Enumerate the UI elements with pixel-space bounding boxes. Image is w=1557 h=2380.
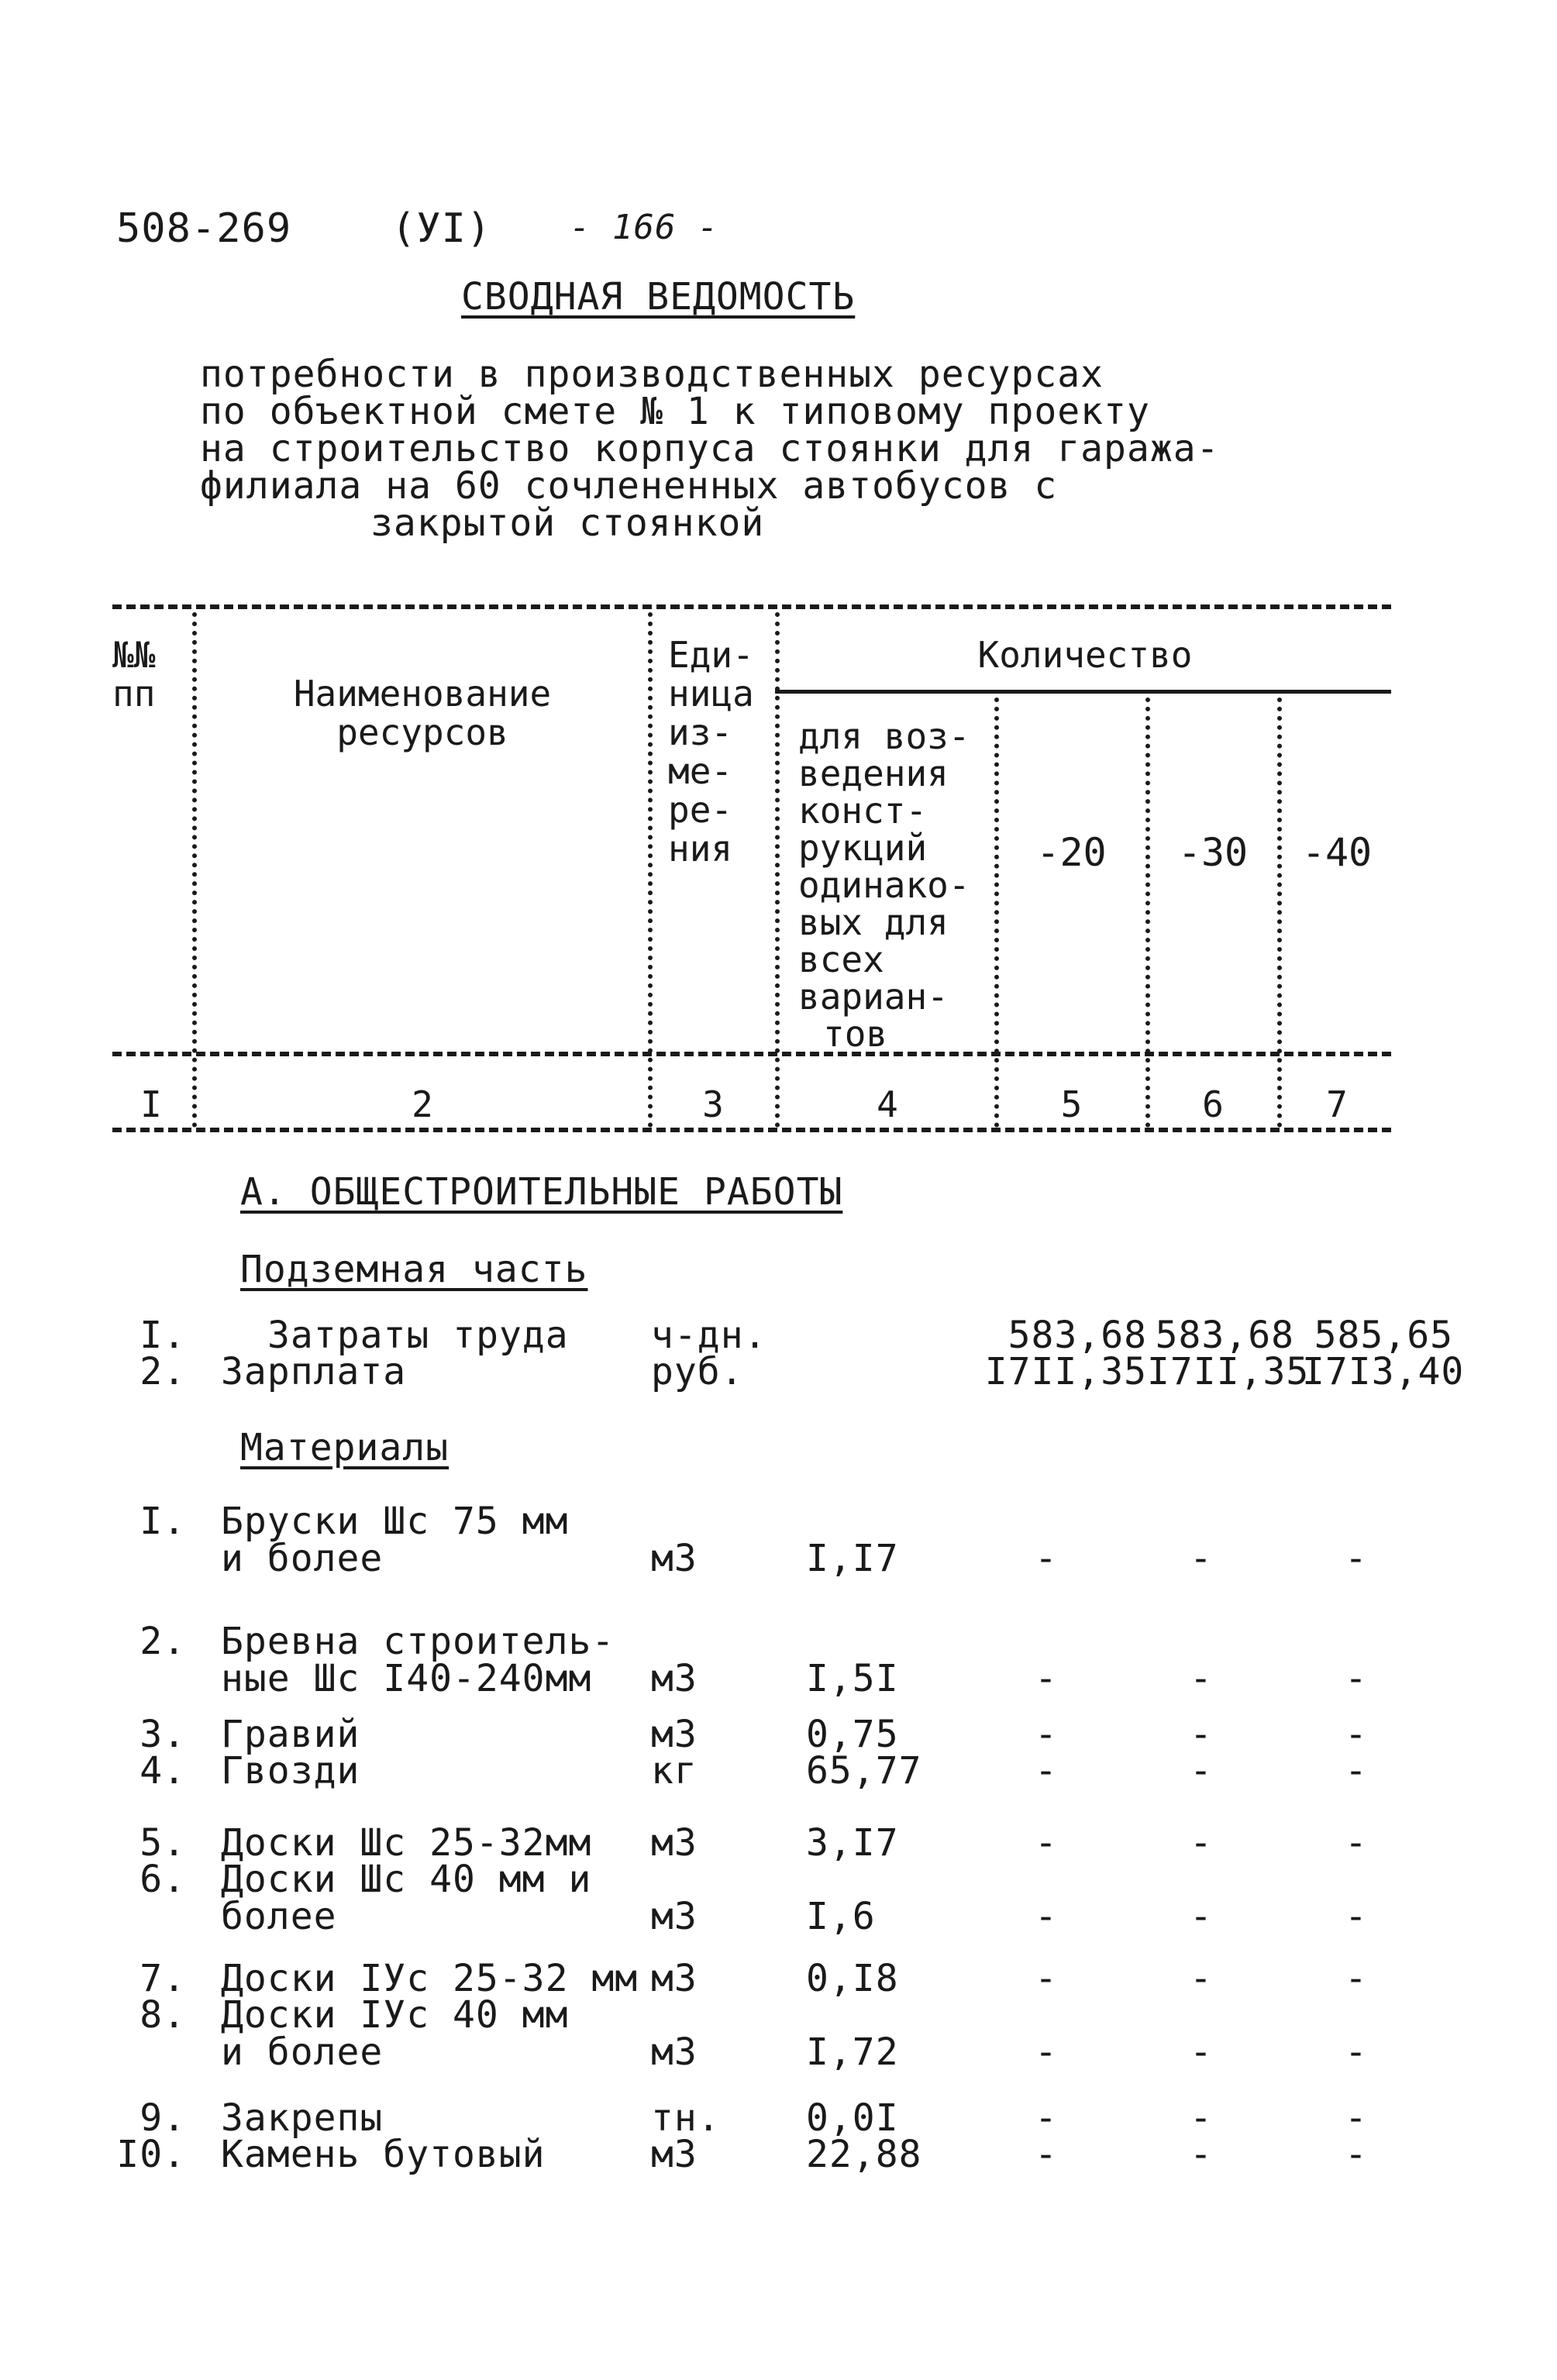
- subtitle-line-4: филиала на 60 сочлененных автобусов с: [200, 464, 1058, 508]
- header-bottom-rule: [112, 1052, 1391, 1056]
- row-unit: м3: [651, 1821, 698, 1865]
- row-number: 3.: [140, 1713, 186, 1756]
- row-variant-20: I7II,35: [984, 1350, 1147, 1393]
- row-variant-30: -: [1190, 2133, 1213, 2176]
- row-variant-20: -: [1035, 1749, 1058, 1793]
- row-name-line: более: [221, 1895, 337, 1938]
- row-common-qty: I,6: [806, 1895, 876, 1938]
- col-unit-header-4: ме-: [668, 750, 733, 792]
- row-unit: м3: [651, 1713, 698, 1756]
- row-variant-40: I7I3,40: [1302, 1350, 1465, 1393]
- row-name-line: Доски Шс 40 мм и: [221, 1858, 592, 1901]
- row-variant-20: -: [1035, 1821, 1058, 1865]
- section-heading: А. ОБЩЕСТРОИТЕЛЬНЫЕ РАБОТЫ: [240, 1170, 843, 1214]
- row-variant-20: -: [1035, 2133, 1058, 2176]
- index-col-4: 4: [877, 1083, 898, 1125]
- row-variant-20: -: [1035, 1713, 1058, 1756]
- col-num-header-2: пп: [112, 673, 156, 715]
- col-unit-header-5: ре-: [668, 789, 733, 831]
- row-variant-20: -: [1035, 1657, 1058, 1700]
- row-number: 2.: [140, 1350, 186, 1393]
- row-name: Зарплата: [221, 1350, 407, 1393]
- row-name-line: Закрепы: [221, 2096, 384, 2140]
- col-unit-header-2: ница: [668, 673, 754, 715]
- row-name-line: Гвозди: [221, 1749, 360, 1793]
- col-common-2: ведения: [798, 753, 949, 794]
- row-variant-30: -: [1190, 1713, 1213, 1756]
- row-variant-20: -: [1035, 2096, 1058, 2140]
- row-number: I.: [140, 1500, 186, 1543]
- row-common-qty: 65,77: [806, 1749, 922, 1793]
- row-name-line: Доски Шс 25-32мм: [221, 1821, 592, 1865]
- row-variant-40: -: [1345, 2030, 1368, 2074]
- subsection-underground: Подземная часть: [240, 1248, 588, 1291]
- subtitle-line-1: потребности в производственных ресурсах: [200, 353, 1104, 396]
- row-unit: тн.: [651, 2096, 721, 2140]
- row-name-line: Доски IУс 25-32 мм: [221, 1957, 639, 2000]
- row-unit: м3: [651, 2133, 698, 2176]
- row-variant-30: -: [1190, 1821, 1213, 1865]
- col-common-3: конст-: [798, 790, 928, 832]
- col-common-5: одинако-: [798, 864, 970, 906]
- col-common-9: тов: [823, 1013, 888, 1055]
- col-common-4: рукций: [798, 827, 928, 869]
- subtitle-line-3: на строительство корпуса стоянки для гаража-: [200, 427, 1220, 470]
- part-number: (УI): [391, 205, 492, 252]
- col-variant-30: -30: [1177, 830, 1249, 875]
- row-variant-20: 583,68: [1008, 1314, 1147, 1357]
- subsection-materials: Материалы: [240, 1426, 450, 1469]
- col-common-8: вариан-: [798, 976, 949, 1018]
- index-col-3: 3: [702, 1083, 724, 1125]
- row-variant-40: -: [1345, 1537, 1368, 1580]
- row-common-qty: I,I7: [806, 1537, 899, 1580]
- row-name: Затраты труда: [267, 1314, 569, 1357]
- row-variant-40: -: [1345, 2096, 1368, 2140]
- col-name-header-2: ресурсов: [336, 711, 508, 753]
- page-number: - 166 -: [570, 208, 719, 247]
- index-bottom-rule: [112, 1128, 1391, 1132]
- row-variant-30: 583,68: [1155, 1314, 1294, 1357]
- document-title: СВОДНАЯ ВЕДОМОСТЬ: [461, 275, 856, 319]
- row-unit: м3: [651, 1895, 698, 1938]
- row-unit: кг: [651, 1749, 698, 1793]
- col-name-header-1: Наименование: [293, 673, 552, 715]
- index-col-5: 5: [1060, 1083, 1083, 1125]
- row-unit: м3: [651, 1537, 698, 1580]
- row-variant-30: -: [1190, 1895, 1213, 1938]
- row-variant-20: -: [1035, 2030, 1058, 2074]
- col-variant-20: -20: [1036, 830, 1107, 875]
- index-col-2: 2: [412, 1083, 433, 1125]
- row-variant-30: -: [1190, 1957, 1213, 2000]
- row-common-qty: I,72: [806, 2030, 899, 2074]
- col-unit-header-3: из-: [668, 711, 733, 753]
- col-divider-2: [648, 612, 653, 1128]
- col-divider-1: [192, 612, 197, 1128]
- row-variant-30: -: [1190, 1657, 1213, 1700]
- row-number: 5.: [140, 1821, 186, 1865]
- col-num-header-1: №№: [112, 634, 156, 676]
- row-common-qty: I,5I: [806, 1657, 899, 1700]
- doc-code: 508-269: [116, 205, 292, 252]
- row-variant-40: -: [1345, 1895, 1368, 1938]
- row-unit: м3: [651, 2030, 698, 2074]
- row-variant-20: -: [1035, 1957, 1058, 2000]
- col-divider-5: [1145, 697, 1150, 1128]
- row-name-line: Доски IУс 40 мм: [221, 1993, 569, 2037]
- row-variant-20: -: [1035, 1537, 1058, 1580]
- row-unit: руб.: [651, 1350, 744, 1393]
- row-common-qty: 0,0I: [806, 2096, 899, 2140]
- row-variant-40: -: [1345, 1657, 1368, 1700]
- row-number: 2.: [140, 1620, 186, 1663]
- quantity-header: Количество: [977, 634, 1193, 676]
- col-divider-6: [1277, 697, 1282, 1128]
- row-name-line: ные Шс I40-240мм: [221, 1657, 592, 1700]
- row-variant-40: -: [1345, 2133, 1368, 2176]
- row-variant-40: -: [1345, 1749, 1368, 1793]
- row-common-qty: 0,I8: [806, 1957, 899, 2000]
- row-variant-30: -: [1190, 2096, 1213, 2140]
- row-number: 6.: [140, 1858, 186, 1901]
- row-name-line: и более: [221, 1537, 384, 1580]
- row-variant-40: -: [1345, 1821, 1368, 1865]
- col-variant-40: -40: [1301, 830, 1373, 875]
- row-number: 4.: [140, 1749, 186, 1793]
- row-variant-40: 585,65: [1314, 1314, 1453, 1357]
- row-number: 9.: [140, 2096, 186, 2140]
- row-number: 8.: [140, 1993, 186, 2037]
- subtitle-line-5: закрытой стоянкой: [370, 501, 765, 545]
- row-variant-30: -: [1190, 1537, 1213, 1580]
- row-unit: ч-дн.: [651, 1314, 767, 1357]
- row-common-qty: 0,75: [806, 1713, 899, 1756]
- subtitle-line-2: по объектной смете № 1 к типовому проекту: [200, 390, 1150, 433]
- row-name-line: Гравий: [221, 1713, 360, 1756]
- row-number: I0.: [116, 2133, 186, 2176]
- col-common-7: всех: [798, 939, 884, 980]
- index-col-7: 7: [1326, 1083, 1348, 1125]
- row-common-qty: 22,88: [806, 2133, 922, 2176]
- row-name-line: Камень бутовый: [221, 2133, 546, 2176]
- col-common-1: для воз-: [798, 715, 970, 757]
- row-common-qty: 3,I7: [806, 1821, 899, 1865]
- row-variant-30: -: [1190, 2030, 1213, 2074]
- col-common-6: вых для: [798, 901, 949, 943]
- col-divider-3: [775, 612, 780, 1128]
- row-number: I.: [140, 1314, 186, 1357]
- row-name-line: Бруски Шс 75 мм: [221, 1500, 569, 1543]
- index-col-1: I: [140, 1083, 162, 1125]
- row-name-line: и более: [221, 2030, 384, 2074]
- index-col-6: 6: [1202, 1083, 1224, 1125]
- row-variant-30: -: [1190, 1749, 1213, 1793]
- col-divider-4: [994, 697, 999, 1128]
- row-variant-30: I7II,35: [1147, 1350, 1310, 1393]
- table-top-rule: [112, 604, 1391, 609]
- col-unit-header-1: Еди-: [668, 634, 754, 676]
- col-unit-header-6: ния: [668, 828, 733, 870]
- row-variant-40: -: [1345, 1713, 1368, 1756]
- row-number: 7.: [140, 1957, 186, 2000]
- quantity-underline: [775, 690, 1391, 694]
- row-unit: м3: [651, 1957, 698, 2000]
- row-name-line: Бревна строитель-: [221, 1620, 615, 1663]
- row-variant-20: -: [1035, 1895, 1058, 1938]
- row-unit: м3: [651, 1657, 698, 1700]
- row-variant-40: -: [1345, 1957, 1368, 2000]
